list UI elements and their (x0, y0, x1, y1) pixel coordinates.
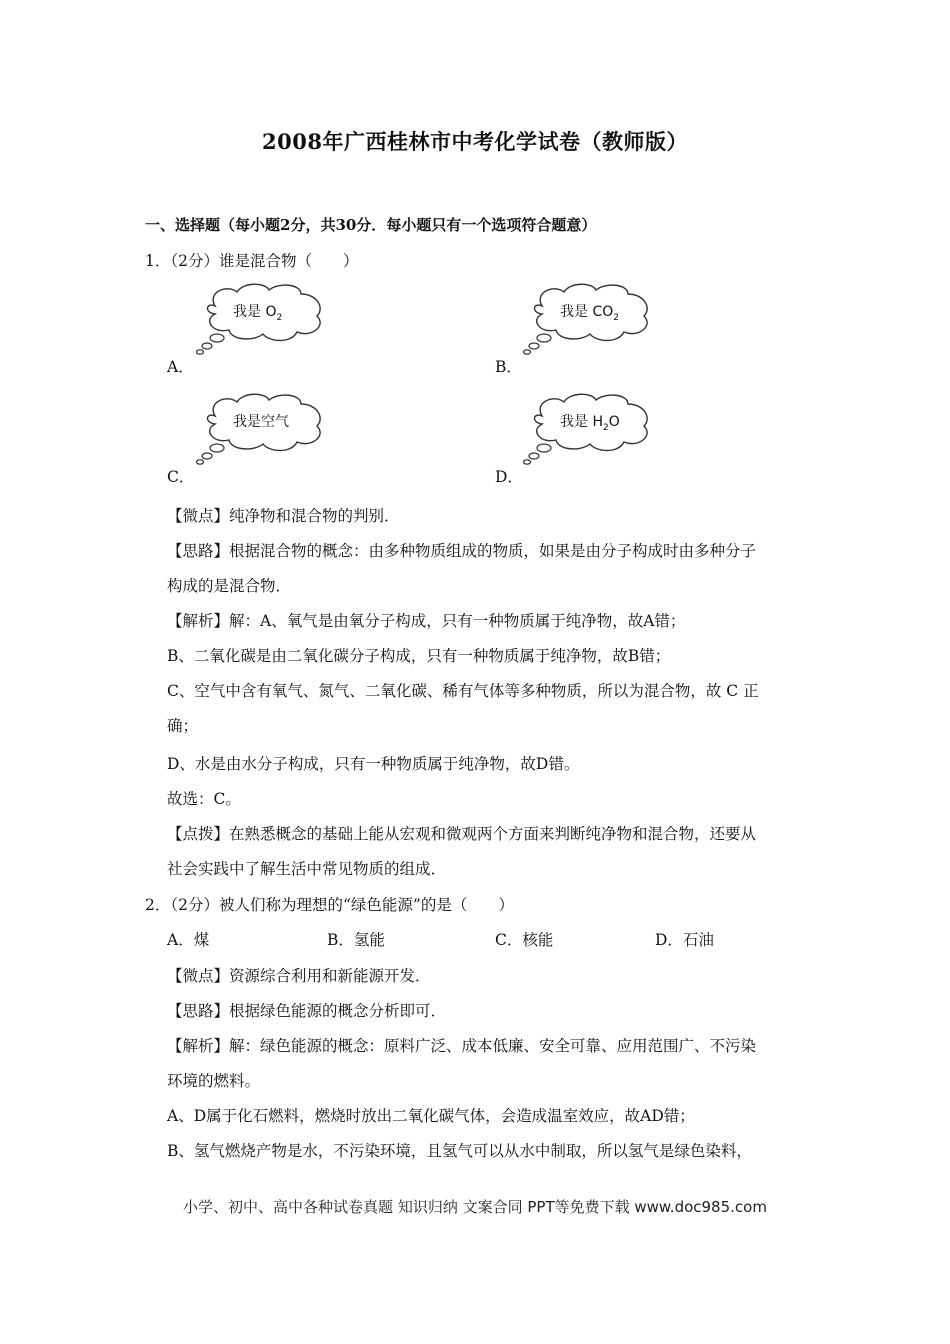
q2-option-c: C．核能 (495, 931, 554, 949)
q2-jiexi-line-2: 环境的燃料。 (167, 1072, 261, 1090)
cloud-d-text: 我是 $H_2O$ (560, 414, 620, 433)
cloud-b-text: 我是 $CO_2$ (560, 304, 619, 323)
q2-weidian: 【微点】资源综合利用和新能源开发． (167, 967, 431, 985)
question-2-stem: 2．（2分）被人们称为理想的“绿色能源”的是（ ） (145, 896, 514, 914)
q2-jiexi-line-1: 【解析】解：绿色能源的概念：原料广泛、成本低廉、安全可靠、应用范围广、不污染 (167, 1037, 757, 1055)
q1-jiexi-line-2: B、二氧化碳是由二氧化碳分子构成，只有一种物质属于纯净物，故B错； (167, 647, 671, 665)
section-heading: 一、选择题（每小题2分，共30分．每小题只有一个选项符合题意） (145, 216, 597, 234)
option-c-label: C． (167, 468, 195, 486)
q1-jiexi-line-4: 确； (167, 717, 199, 735)
cloud-a-text: 我是 $O_2$ (233, 304, 283, 323)
cloud-c-text: 我是空气 (233, 414, 289, 430)
q2-silu: 【思路】根据绿色能源的概念分析即可． (167, 1002, 447, 1020)
q2-jiexi-line-3: A、D属于化石燃料，燃烧时放出二氧化碳气体，会造成温室效应，故AD错； (167, 1107, 695, 1125)
q2-option-d: D．石油 (655, 931, 714, 949)
question-1-stem: 1．（2分）谁是混合物（ ） (145, 252, 359, 270)
q1-jiexi-line-1: 【解析】解：A、氧气是由氧分子构成，只有一种物质属于纯净物，故A错； (167, 612, 686, 630)
thought-cloud-b (520, 282, 660, 356)
q1-weidian: 【微点】纯净物和混合物的判别． (167, 507, 400, 525)
option-a-label: A． (167, 358, 194, 376)
option-d-label: D． (495, 468, 523, 486)
q1-dianbo-line-1: 【点拨】在熟悉概念的基础上能从宏观和微观两个方面来判断纯净物和混合物，还要从 (167, 825, 757, 843)
page-title: 2008年广西桂林市中考化学试卷（教师版） (262, 129, 688, 154)
thought-cloud-c (193, 392, 333, 466)
q1-dianbo-line-2: 社会实践中了解生活中常见物质的组成． (167, 860, 447, 878)
q1-jiexi-line-5: D、水是由水分子构成，只有一种物质属于纯净物，故D错。 (167, 755, 580, 773)
thought-cloud-d (520, 392, 660, 466)
q2-option-a: A．煤 (167, 931, 210, 949)
page-footer: 小学、初中、高中各种试卷真题 知识归纳 文案合同 PPT等免费下载 www.doc985.com (183, 1198, 767, 1216)
q1-silu-line-2: 构成的是混合物． (167, 577, 292, 595)
q2-option-b: B．氢能 (327, 931, 385, 949)
option-b-label: B． (495, 358, 522, 376)
thought-cloud-a (193, 282, 333, 356)
q1-jiexi-line-3: C、空气中含有氧气、氮气、二氧化碳、稀有气体等多种物质，所以为混合物，故 C 正 (167, 682, 759, 700)
q1-answer: 故选：C。 (167, 790, 241, 808)
q1-silu-line-1: 【思路】根据混合物的概念：由多种物质组成的物质，如果是由分子构成时由多种分子 (167, 542, 757, 560)
q2-jiexi-line-4: B、氢气燃烧产物是水，不污染环境，且氢气可以从水中制取，所以氢气是绿色染料， (167, 1142, 752, 1160)
